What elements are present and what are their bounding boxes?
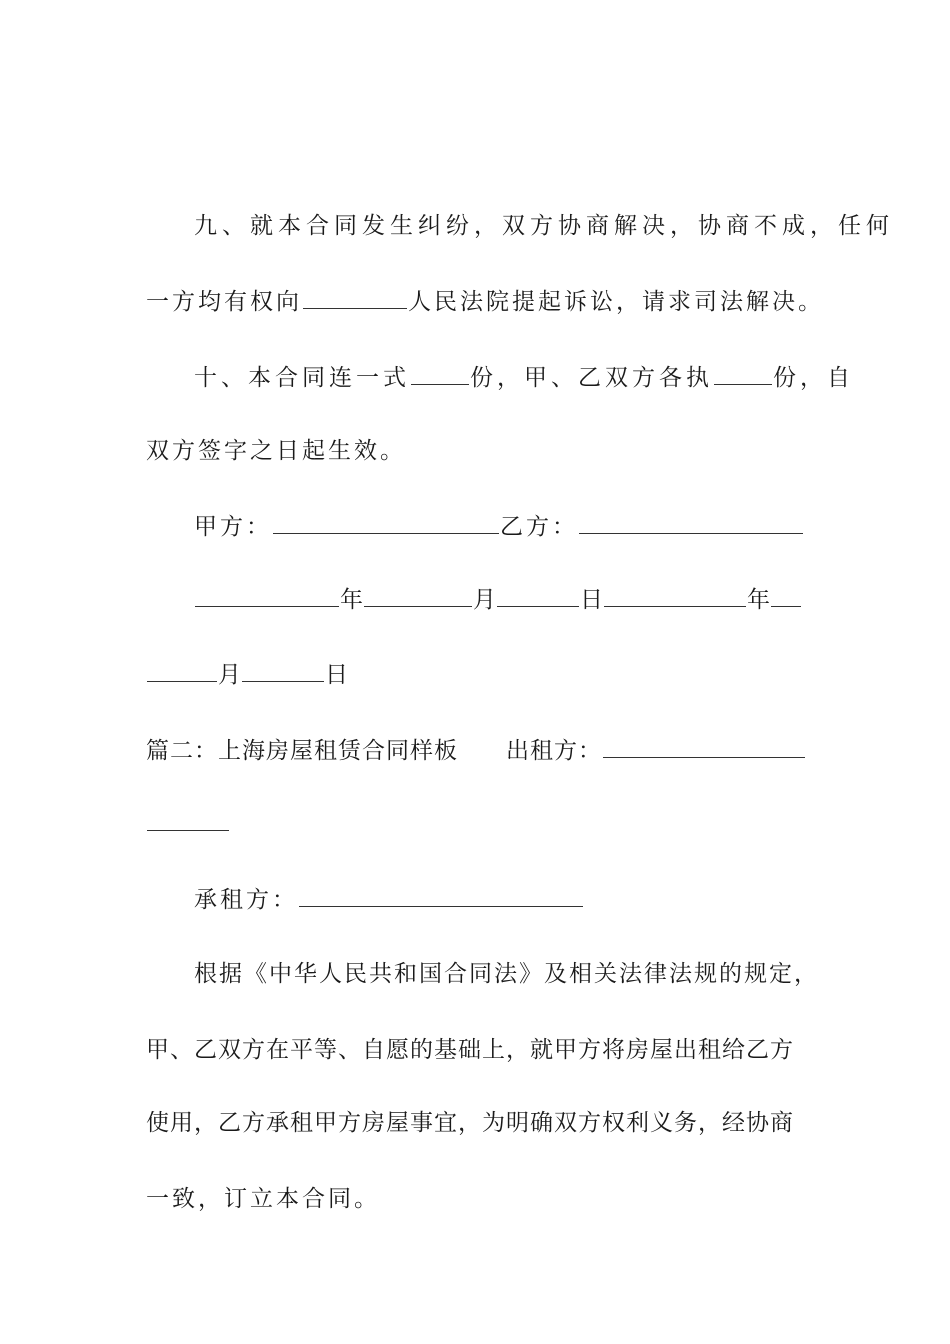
clause10-text2: 份，甲、乙双方各执 bbox=[470, 365, 713, 391]
clause9-line1 bbox=[194, 210, 894, 242]
preamble-line4 bbox=[146, 1183, 806, 1215]
party-a-month-blank[interactable] bbox=[364, 586, 472, 607]
lessee-name-blank[interactable] bbox=[299, 886, 583, 907]
preamble-line3 bbox=[146, 1107, 806, 1139]
party-b-month-blank-part2[interactable] bbox=[147, 661, 217, 682]
clause10-text4: 双方签字之日起生效。 bbox=[146, 438, 406, 464]
lessee-label: 承租方： bbox=[194, 887, 298, 913]
party-a-day-blank[interactable] bbox=[497, 586, 579, 607]
preamble-text3: 使用，乙方承租甲方房屋事宜，为明确双方权利义务，经协商 bbox=[146, 1110, 794, 1136]
clause9-line2 bbox=[146, 286, 824, 318]
preamble-text4: 一致，订立本合同。 bbox=[146, 1186, 380, 1212]
date-month-label-b: 月 bbox=[218, 662, 241, 688]
preamble-text1: 根据《中华人民共和国合同法》及相关法律法规的规定， bbox=[194, 961, 819, 987]
lessor-name-blank-continued[interactable] bbox=[147, 810, 229, 831]
clause9-text2-suffix: 人民法院提起诉讼，请求司法解决。 bbox=[408, 289, 824, 315]
clause10-line1 bbox=[194, 362, 854, 394]
clause9-text2-prefix: 一方均有权向 bbox=[146, 289, 302, 315]
court-name-blank[interactable] bbox=[303, 288, 407, 309]
preamble-line2 bbox=[146, 1034, 806, 1066]
date-day-label-a: 日 bbox=[580, 587, 603, 613]
party-a-year-blank[interactable] bbox=[195, 586, 339, 607]
party-b-month-blank-part1[interactable] bbox=[771, 586, 801, 607]
date-year-label-a: 年 bbox=[340, 587, 363, 613]
lessor-label: 出租方： bbox=[506, 738, 602, 764]
lessor-name-blank[interactable] bbox=[603, 737, 805, 758]
date-line1 bbox=[194, 584, 806, 616]
date-line2 bbox=[146, 659, 806, 691]
party-a-label: 甲方： bbox=[194, 514, 272, 540]
copies-each-blank[interactable] bbox=[714, 364, 772, 385]
party-b-day-blank[interactable] bbox=[242, 661, 324, 682]
section2-title: 篇二：上海房屋租赁合同样板 bbox=[146, 738, 458, 764]
signature-line bbox=[194, 511, 806, 543]
party-a-signature-blank[interactable] bbox=[273, 513, 499, 534]
preamble-text2: 甲、乙双方在平等、自愿的基础上，就甲方将房屋出租给乙方 bbox=[146, 1037, 794, 1063]
clause10-line2 bbox=[146, 435, 806, 467]
party-b-signature-blank[interactable] bbox=[579, 513, 803, 534]
date-month-label-a: 月 bbox=[473, 587, 496, 613]
section2-heading-line bbox=[146, 735, 806, 767]
clause9-text1: 九、就本合同发生纠纷，双方协商解决，协商不成，任何 bbox=[194, 213, 894, 239]
preamble-line1 bbox=[194, 958, 819, 990]
lessee-line bbox=[194, 884, 806, 916]
party-b-label: 乙方： bbox=[500, 514, 578, 540]
party-b-year-blank[interactable] bbox=[604, 586, 746, 607]
date-day-label-b: 日 bbox=[325, 662, 348, 688]
date-year-label-b: 年 bbox=[747, 587, 770, 613]
clause10-text1: 十、本合同连一式 bbox=[194, 365, 410, 391]
lessor-continuation-line bbox=[146, 808, 806, 840]
copies-total-blank[interactable] bbox=[411, 364, 469, 385]
clause10-text3: 份，自 bbox=[773, 365, 854, 391]
